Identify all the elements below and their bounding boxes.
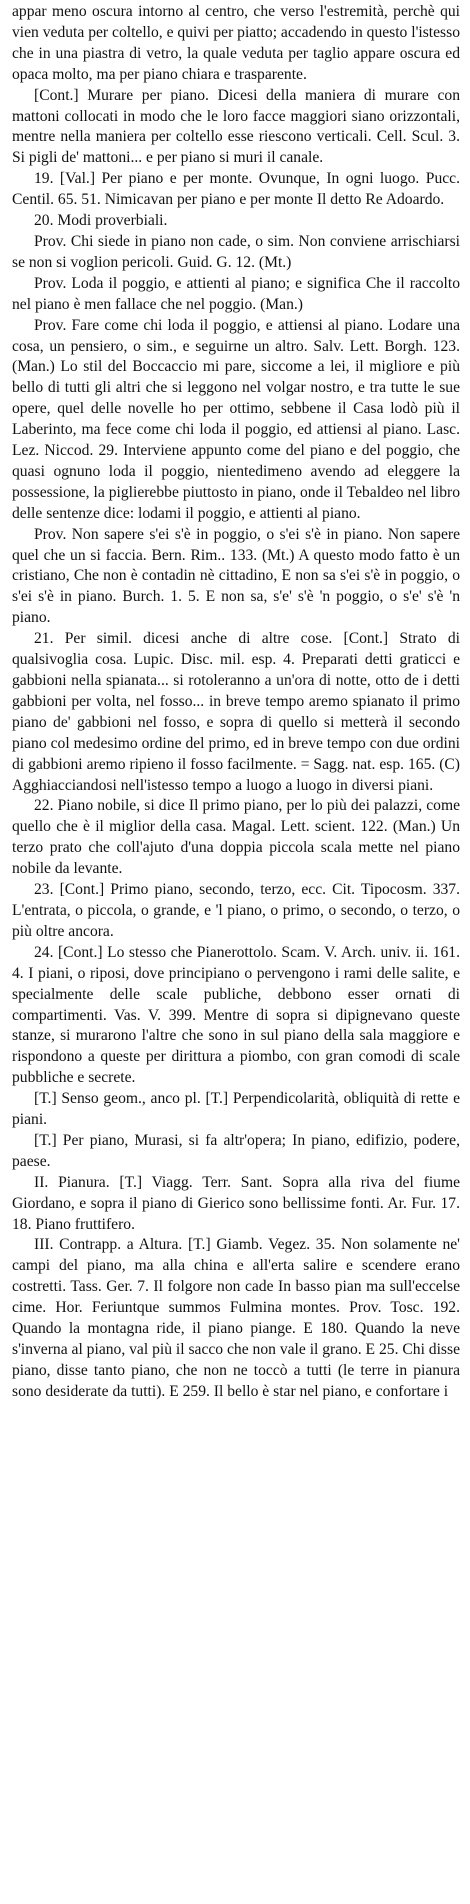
entry-iii-contrapp-altura: III. Contrapp. a Altura. [T.] Giamb. Vegez. 35. Non solamente ne' campi del piano, ma alla china e all'erta salire e scendere erano costretti. Tass. Ger. 7. Il folgore non cade In basso pian ma sull'eccelse cime. Hor. Feriuntque summos Fulmina montes. Prov. Tosc. 192. Quando la montagna ride, il piano piange. E 180. Quando la neve s'inverna al piano, val più il sacco che non vale il grano. E 25. Chi disse piano, disse tanto piano, che non ne toccò a tutti (le terre in pianura sono desiderate da tutti). E 259. Il bello è star nel piano, e confortare i: [12, 1236, 460, 1400]
entry-continuation: appar meno oscura intorno al centro, che verso l'estremità, perchè qui vien veduta per coltello, e quivi per piatto; accadendo in questo l'istesso che in una piastra di vetro, la quale veduta per taglio appare oscura ed opaca molto, ma per piano chiara e trasparente.: [12, 3, 460, 83]
proverb-non-sapere: Prov. Non sapere s'ei s'è in poggio, o s'ei s'è in piano. Non sapere quel che un si faccia. Bern. Rim.. 133. (Mt.) A questo modo fatto è un cristiano, Che non è contadin nè cittadino, E non sa s'ei s'è in poggio, o s'ei s'è in piano. Burch. 1. 5. E non sa, s'e' s'è 'n poggio, o s'e' s'è 'n piano.: [12, 525, 460, 627]
entry-senso-geom: [T.] Senso geom., anco pl. [T.] Perpendicolarità, obliquità di rette e piani.: [12, 1090, 460, 1129]
entry-murare-per-piano: [Cont.] Murare per piano. Dicesi della maniera di murare con mattoni collocati in modo che le loro facce maggiori siano orizzontali, mentre nella maniera per coltello esse riescono verticali. Cell. Scul. 3. Si pigli de' mattoni... e per piano si muri il canale.: [12, 86, 460, 167]
proverb-loda-il-poggio: Prov. Loda il poggio, e attienti al piano; e significa Che il raccolto nel piano è men fallace che nel poggio. (Man.): [12, 274, 460, 313]
proverb-chi-siede-in-piano: Prov. Chi siede in piano non cade, o sim. Non conviene arrischiarsi se non si voglion pericoli. Guid. G. 12. (Mt.): [12, 232, 460, 271]
entry-24-pianerottolo: 24. [Cont.] Lo stesso che Pianerottolo. Scam. V. Arch. univ. ii. 161. 4. I piani, o riposi, dove principiano o pervengono i rami delle salite, e specialmente delle scale publiche, debbono esser ornati di compartimenti. Vas. V. 399. Mentre di sopra si dipignevano queste stanze, si murarono l'altre che sono in sul piano della sala maggiore e rispondono a queste per dirittura a piombo, con gran comodi di scale pubbliche e secrete.: [12, 943, 460, 1087]
proverb-fare-come-chi-loda: Prov. Fare come chi loda il poggio, e attiensi al piano. Lodare una cosa, un pensiero, o sim., e seguirne un altro. Salv. Lett. Borgh. 123. (Man.) Lo stil del Boccaccio mi pare, siccome a lei, il migliore e più bello di tutti gli altri che si leggono nel volgar nostro, e tra tutte le sue opere, quel delle novelle ho per ottimo, sebbene il Casa lodò più il Laberinto, ma fece come chi loda il poggio, ed attiensi al piano. Lasc. Lez. Niccod. 29. Interviene appunto come del piano e del poggio, che quasi ognuno loda il poggio, nientedimeno avendo ad eleggere la possessione, la piglierebbe piuttosto in piano, onde il Tebaldeo nel libro delle sentenze dice: lodami il poggio, e attienti al piano.: [12, 316, 460, 522]
entry-19-per-piano-e-per-monte: 19. [Val.] Per piano e per monte. Ovunque, In ogni luogo. Pucc. Centil. 65. 51. Nimicavan per piano e per monte Il detto Re Adoardo.: [12, 170, 460, 209]
entry-22-piano-nobile: 22. Piano nobile, si dice Il primo piano, per lo più dei palazzi, come quello che è il miglior della casa. Magal. Lett. scient. 122. (Man.) Un terzo prato che coll'ajuto d'una doppia piccola scala mette nel piano nobile da levante.: [12, 797, 460, 878]
entry-23-primo-piano: 23. [Cont.] Primo piano, secondo, terzo, ecc. Cit. Tipocosm. 337. L'entrata, o piccola, o grande, e 'l piano, o primo, o secondo, o terzo, o più oltre ancora.: [12, 881, 460, 940]
entry-per-piano-murasi: [T.] Per piano, Murasi, si fa altr'opera; In piano, edifizio, podere, paese.: [12, 1131, 460, 1170]
entry-20-modi-proverbiali: 20. Modi proverbiali.: [34, 212, 168, 230]
entry-21-per-simil: 21. Per simil. dicesi anche di altre cose. [Cont.] Strato di qualsivoglia cosa. Lupic. Disc. mil. esp. 4. Preparati detti graticci e gabbioni nella spianata... si rotoleranno a un'ora di notte, otto de i detti gabbioni per volta, nel fosso... in breve tempo aremo spianato il primo piano de' gabbioni nel fosso, e sopra di quello si metterà il secondo piano col medesimo ordine del primo, ed in breve tempo con due ordini di gabbioni aremo ripieno il fosso facilmente. = Sagg. nat. esp. 165. (C) Agghiacciandosi nell'istesso tempo a luogo a luogo in diversi piani.: [12, 630, 460, 794]
entry-ii-pianura: II. Pianura. [T.] Viagg. Terr. Sant. Sopra alla riva del fiume Giordano, e sopra il piano di Gierico sono bellissime fonti. Ar. Fur. 17. 18. Piano fruttifero.: [12, 1173, 460, 1233]
